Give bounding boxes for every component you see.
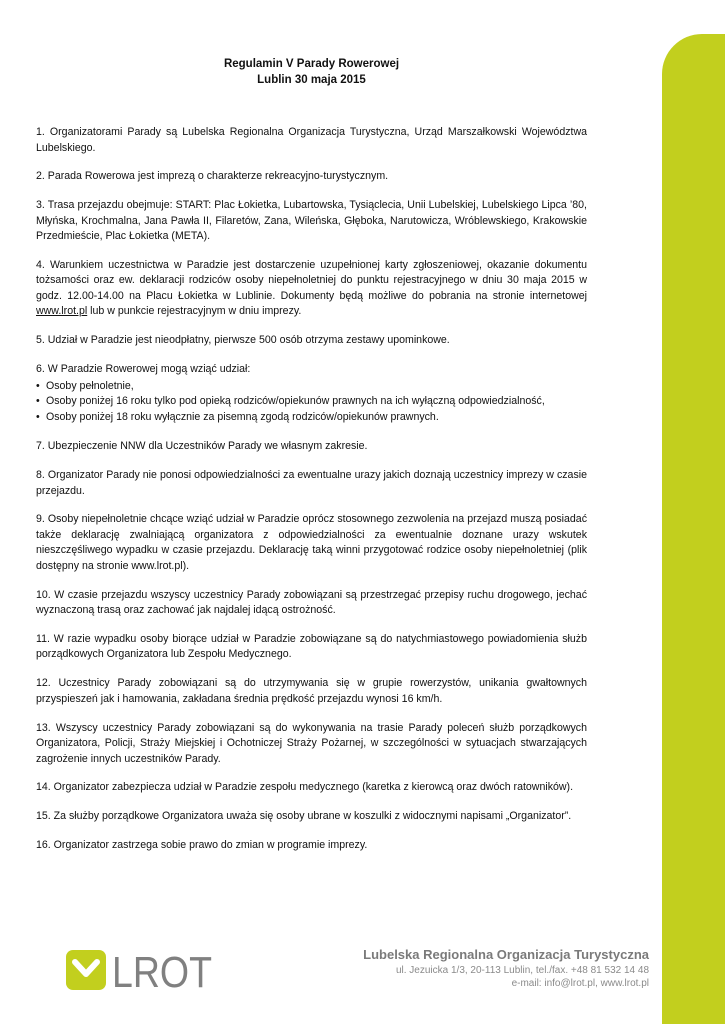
accent-side-bar <box>662 34 725 1024</box>
paragraph-15: 15. Za służby porządkowe Organizatora uważa się osoby ubrane w koszulki z widocznymi napisami „Organizator”. <box>36 810 572 823</box>
paragraph-7: 7. Ubezpieczenie NNW dla Uczestników Parady we własnym zakresie. <box>36 440 368 453</box>
bullet-icon: • <box>36 379 40 392</box>
list-item-text: Osoby poniżej 16 roku tylko pod opieką rodziców/opiekunów prawnych na ich wyłączną odpowiedzialność, <box>46 395 545 408</box>
title-line-2: Lublin 30 maja 2015 <box>257 74 366 86</box>
paragraph-8: 8. Organizator Parady nie ponosi odpowiedzialności za ewentualne urazy jakich doznają uczestnicy imprezy w czasie przejazdu. <box>36 469 587 497</box>
paragraph-1: 1. Organizatorami Parady są Lubelska Regionalna Organizacja Turystyczna, Urząd Marszałkowski Województwa Lubelskiego. <box>36 126 587 154</box>
list-item-text: Osoby pełnoletnie, <box>46 379 134 392</box>
bullet-icon: • <box>36 395 40 408</box>
title-line-1: Regulamin V Parady Rowerowej <box>223 58 400 70</box>
paragraph-4 <box>36 258 587 320</box>
lrot-logo <box>66 947 216 997</box>
list-item <box>36 394 587 410</box>
paragraph-16: 16. Organizator zastrzega sobie prawo do zmian w programie imprezy. <box>36 838 368 851</box>
paragraph-2: 2. Parada Rowerowa jest imprezą o charakterze rekreacyjno-turystycznym. <box>36 170 389 183</box>
footer-address: ul. Jezuicka 1/3, 20-113 Lublin, tel./fax. +48 81 532 14 48 <box>395 965 649 976</box>
list-item <box>36 379 587 395</box>
document-title <box>36 56 587 88</box>
footer-email-web: e-mail: info@lrot.pl, www.lrot.pl <box>511 977 649 989</box>
bullet-icon: • <box>36 410 40 423</box>
list-item-text: Osoby poniżej 18 roku wyłącznie za pisemną zgodą rodziców/opiekunów prawnych. <box>46 410 439 423</box>
footer-contact <box>363 945 649 990</box>
paragraph-10: 10. W czasie przejazdu wszyscy uczestnicy Parady zobowiązani są przestrzegać przepisy ruchu drogowego, jechać wyznaczoną trasą oraz zachować jak najdalej idącą ostrożność. <box>36 588 587 617</box>
paragraph-4-text-b: lub w punkcie rejestracyjnym w dniu imprezy. <box>87 305 302 318</box>
list-item <box>36 410 587 426</box>
paragraph-11: 11. W razie wypadku osoby biorące udział w Paradzie zobowiązane są do natychmiastowego powiadomienia służb porządkowych Organizatora lub Zespołu Medycznego. <box>36 632 587 661</box>
paragraph-14: 14. Organizator zabezpiecza udział w Paradzie zespołu medycznego (karetka z kierowcą oraz dwóch ratowników). <box>36 781 574 794</box>
footer-org-name: Lubelska Regionalna Organizacja Turystyczna <box>363 947 649 962</box>
paragraph-13: 13. Wszyscy uczestnicy Parady zobowiązani są do wykonywania na trasie Parady poleceń służb porządkowych Organizatora, Policji, Straży Miejskiej i Ochotniczej Straży Pożarnej, w szczególności w sytuacjach stwarzających zagrożenie innych uczestników Parady. <box>36 721 587 765</box>
regulations-document <box>36 56 587 867</box>
participants-list <box>36 379 587 426</box>
paragraph-3: 3. Trasa przejazdu obejmuje: START: Plac Łokietka, Lubartowska, Tysiąclecia, Unii Lubelskiej, Lubelskiego Lipca ’80, Młyńska, Krochmalna, Jana Pawła II, Filaretów, Zana, Wileńska, Głęboka, Narutowicza, Wróblewskiego, Krakowskie Przedmieście, Plac Łokietka (META). <box>36 199 587 243</box>
paragraph-5: 5. Udział w Paradzie jest nieodpłatny, pierwsze 500 osób otrzyma zestawy upominkowe. <box>36 334 450 347</box>
paragraph-4-text-a: 4. Warunkiem uczestnictwa w Paradzie jest dostarczenie uzupełnionej karty zgłoszeniowej, okazanie dokumentu tożsamości oraz ew. deklaracji rodziców osoby niepełnoletniej do punktu rejestracyjnego w dniu 30 maja 2015 w godz. 12.00-14.00 na Placu Łokietka w Lublinie. Dokumenty będą możliwe do pobrania na stronie internetowej <box>36 258 587 302</box>
paragraph-9: 9. Osoby niepełnoletnie chcące wziąć udział w Paradzie oprócz stosownego zezwolenia na przejazd muszą posiadać także deklarację zwalniającą organizatora z odpowiedzialności za ewentualnie doznane urazy wskutek nieszczęśliwego wypadku w czasie przejazdu. Deklarację taką winni przygotować rodzice osoby niepełnoletniej (plik dostępny na stronie www.lrot.pl). <box>36 513 587 572</box>
paragraph-6: 6. W Paradzie Rowerowej mogą wziąć udział: <box>36 362 251 375</box>
website-link[interactable]: www.lrot.pl <box>36 305 88 318</box>
paragraph-12: 12. Uczestnicy Parady zobowiązani są do utrzymywania się w grupie rowerzystów, unikania gwałtownych przyspieszeń jak i hamowania, zakładana średnia prędkość przejazdu wynosi 16 km/h. <box>36 677 587 705</box>
logo-text: LROT <box>112 948 212 997</box>
